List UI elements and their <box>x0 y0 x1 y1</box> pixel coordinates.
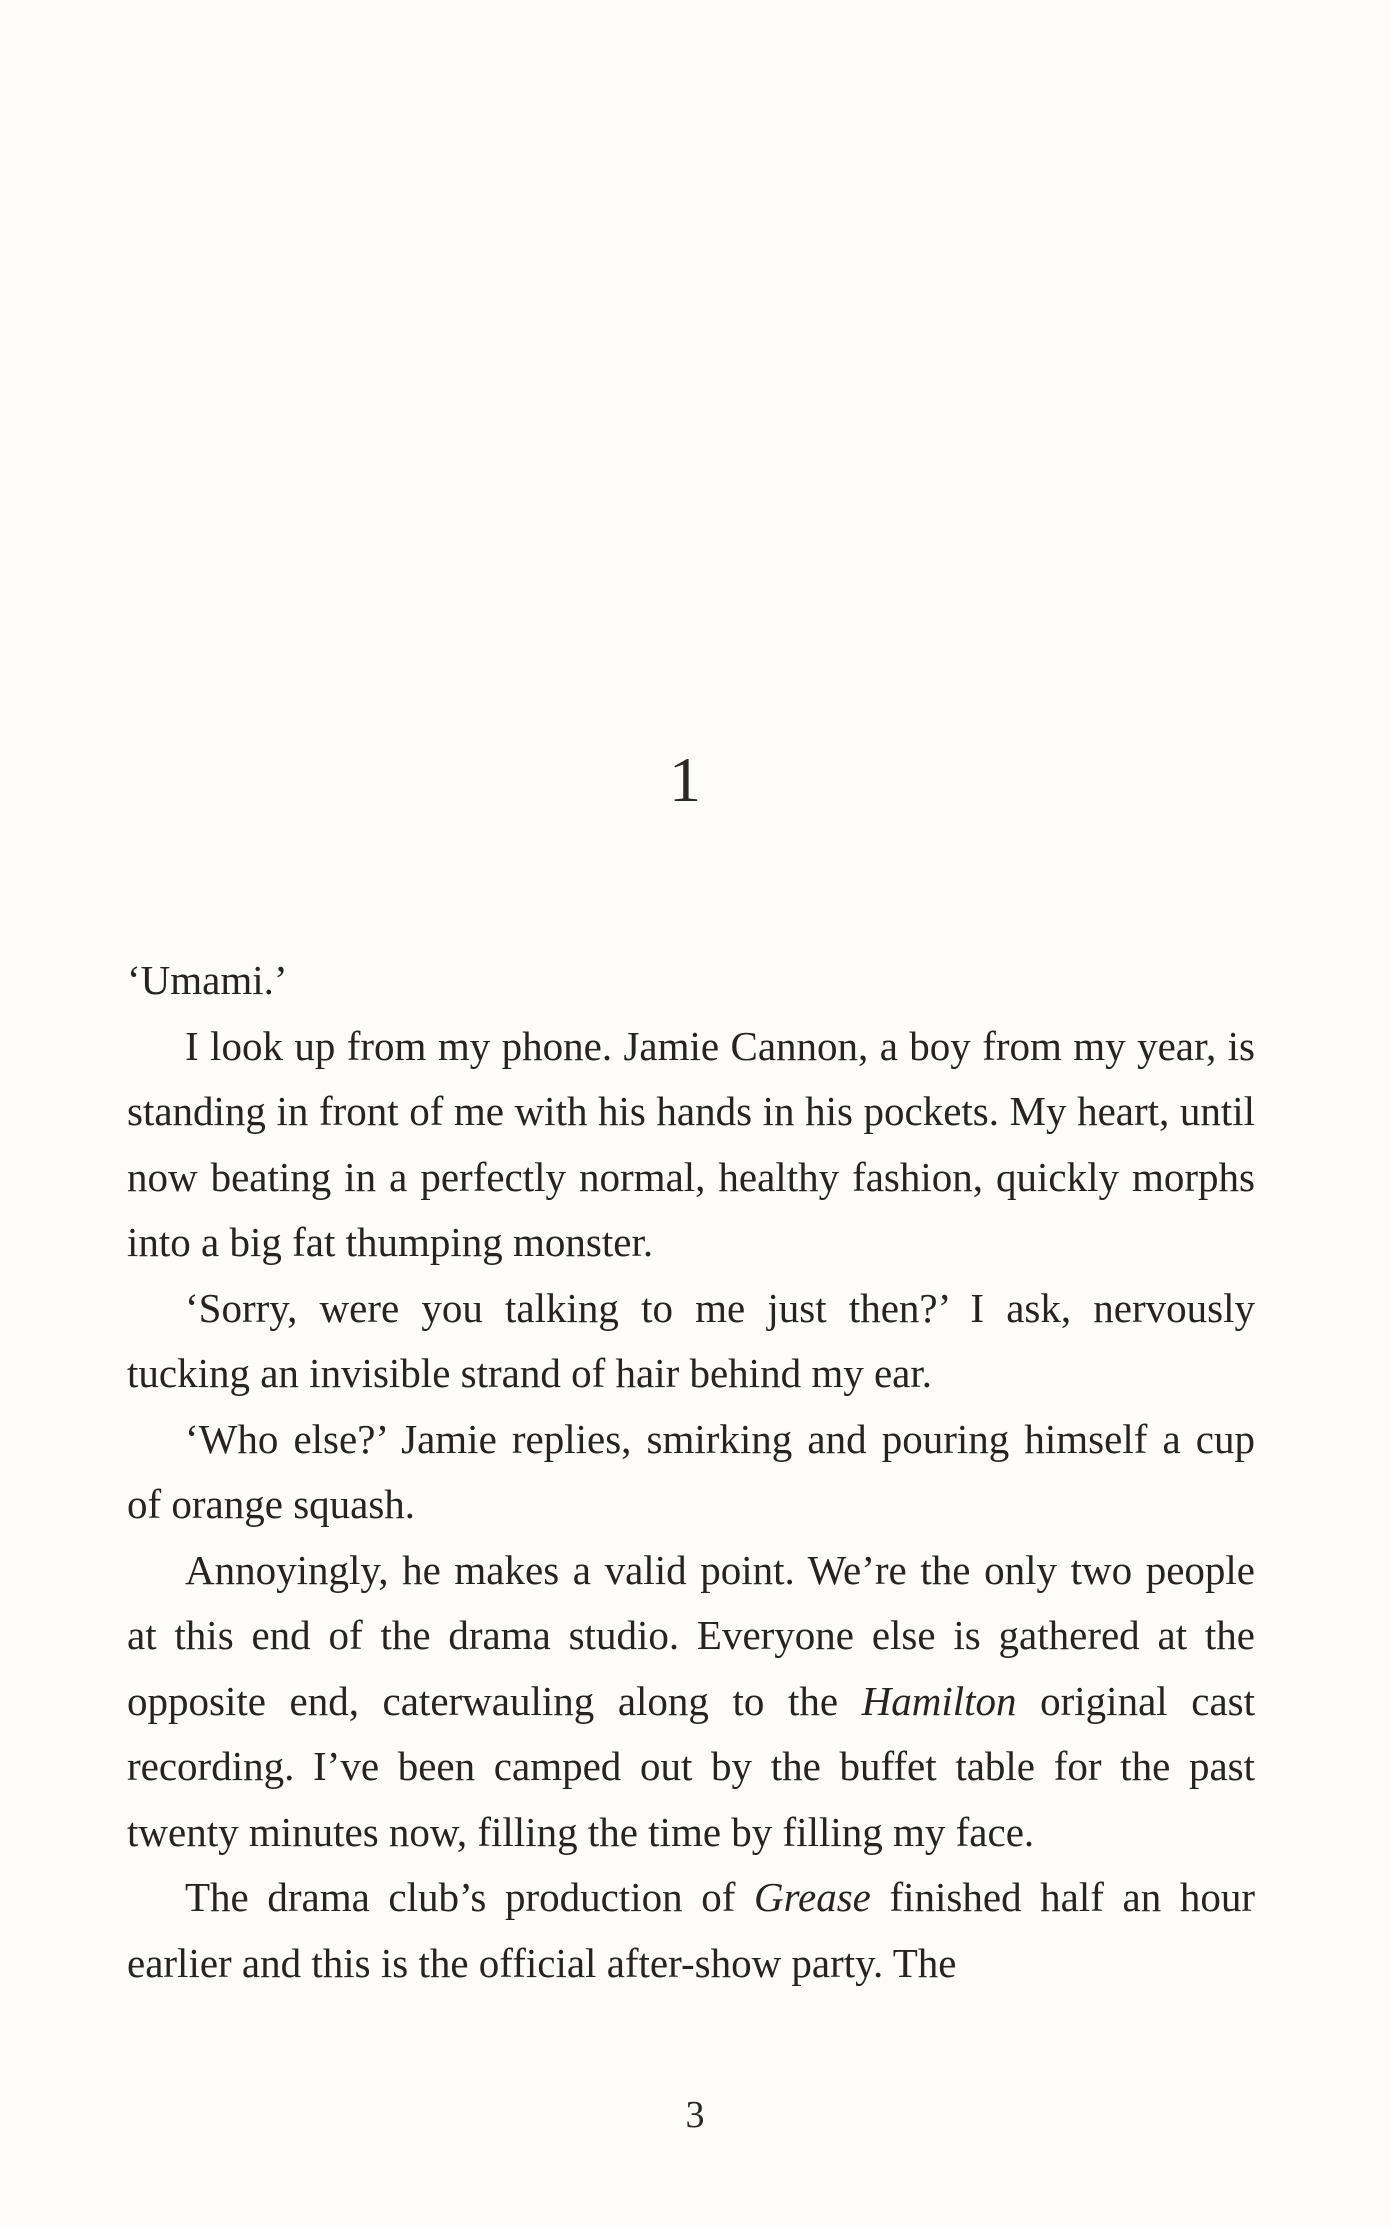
chapter-body-text <box>127 948 1255 1996</box>
paragraph-5-italic-title: Hamilton <box>861 1677 1017 1724</box>
paragraph-6-text-before-italic: The drama club’s production of <box>185 1874 754 1920</box>
paragraph-5 <box>127 1538 1255 1866</box>
paragraph-1: ‘Umami.’ <box>127 957 288 1003</box>
paragraph-6-text-after-italic: finished half an hour earlier and this is the official after-show party. The <box>127 1874 1256 1986</box>
paragraph-4: ‘Who else?’ Jamie replies, smirking and pouring himself a cup of orange squash. <box>127 1415 1255 1527</box>
paragraph-5-text-after-italic: original cast recording. I’ve been camped out by the buffet table for the past twenty minutes now, filling the time by filling my face. <box>127 1677 1255 1855</box>
chapter-number: 1 <box>669 744 701 815</box>
paragraph-3: ‘Sorry, were you talking to me just then?’ I ask, nervously tucking an invisible strand of hair behind my ear. <box>127 1284 1255 1396</box>
paragraph-5-text-before-italic: Annoyingly, he makes a valid point. We’re the only two people at this end of the drama studio. Everyone else is gathered at the opposite end, caterwauling along to the <box>127 1546 1255 1724</box>
paragraph-6-italic-title: Grease <box>753 1874 871 1920</box>
paragraph-2: I look up from my phone. Jamie Cannon, a boy from my year, is standing in front of me with his hands in his pockets. My heart, until now beating in a perfectly normal, healthy fashion, quickly morphs into a big fat thumping monster. <box>127 1022 1255 1265</box>
paragraph-6 <box>127 1865 1255 1996</box>
page-number: 3 <box>685 2094 705 2136</box>
